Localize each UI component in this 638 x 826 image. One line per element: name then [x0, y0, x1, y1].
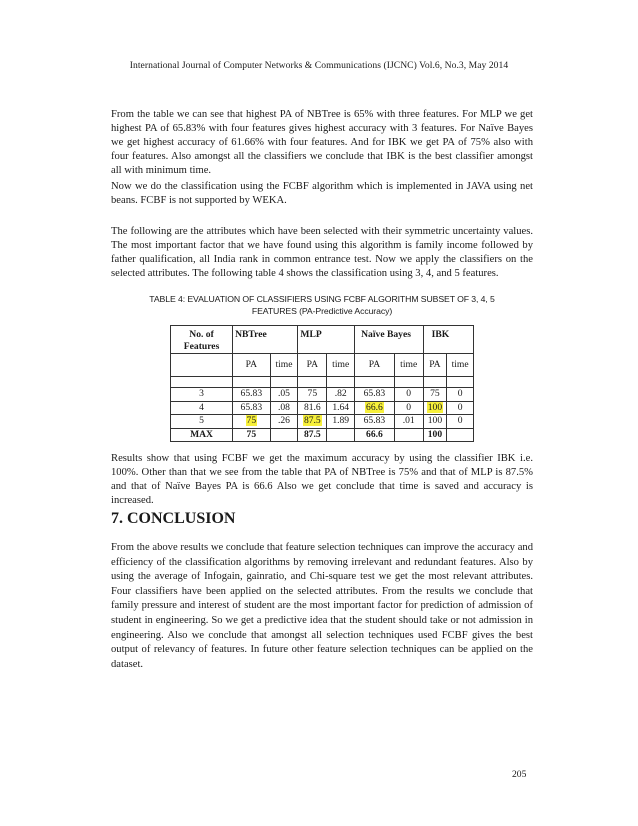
highlighted-value: 100 — [427, 401, 443, 413]
sub-pa: PA — [423, 354, 447, 377]
table-cell: .82 — [327, 388, 355, 402]
table-cell: 0 — [447, 401, 474, 415]
table-row — [171, 401, 474, 415]
table-cell: 65.83 — [355, 415, 395, 429]
table-cell — [423, 401, 447, 415]
table-cell: 0 — [447, 388, 474, 402]
table-cell — [233, 415, 270, 429]
max-label: MAX — [171, 428, 233, 442]
table-cell: .01 — [394, 415, 423, 429]
table-cell — [355, 401, 395, 415]
table-cell: 1.89 — [327, 415, 355, 429]
row-features: 5 — [171, 415, 233, 429]
max-mlp: 87.5 — [298, 428, 327, 442]
paragraph-results: Results show that using FCBF we get the maximum accuracy by using the classifier IBK i.e. 100%. Other than that we see from the table that PA of NBTree is 75% and that of MLP is 87.5% and that of Naïve Bayes PA is 66.6 Also we get conclude that time is saved and accuracy is increased. — [111, 453, 533, 507]
header-ibk: IBK — [423, 326, 473, 354]
highlighted-value: 87.5 — [303, 415, 321, 426]
running-header: International Journal of Computer Networks & Communications (IJCNC) Vol.6, No.3, May 2014 — [129, 60, 509, 71]
table-max-row — [171, 428, 474, 442]
table-cell: 65.83 — [233, 388, 270, 402]
row-features: 4 — [171, 401, 233, 415]
table-caption — [111, 293, 533, 317]
row-features: 3 — [171, 388, 233, 402]
table-cell: 0 — [447, 415, 474, 429]
table-caption-line-2: FEATURES (PA-Predictive Accuracy) — [251, 306, 393, 316]
sub-pa: PA — [355, 354, 395, 377]
sub-time: time — [447, 354, 474, 377]
table-subheader-row — [171, 354, 474, 377]
table-cell: .08 — [270, 401, 298, 415]
highlighted-value: 75 — [246, 415, 257, 426]
table-cell: .26 — [270, 415, 298, 429]
section-heading: 7. CONCLUSION — [111, 510, 236, 527]
sub-pa: PA — [298, 354, 327, 377]
table-row — [171, 415, 474, 429]
max-nbtree: 75 — [233, 428, 270, 442]
table-cell: 81.6 — [298, 401, 327, 415]
header-mlp: MLP — [298, 326, 355, 354]
sub-pa: PA — [233, 354, 270, 377]
table-row — [171, 388, 474, 402]
paragraph-pa-summary: From the table we can see that highest PA of NBTree is 65% with three features. For MLP we get highest PA of 65.83% with four features gives highest accuracy with 3 features. For Naïve Bayes we get highest accuracy of 61.66% with four features. And for IBK we get PA of 75% also with four features. Also amongst all the classifiers we conclude that IBK is the best classifier amongst all with minimum time. — [111, 109, 533, 177]
paragraph-fcbf-intro: Now we do the classification using the FCBF algorithm which is implemented in JAVA using net beans. FCBF is not supported by WEKA. — [111, 181, 533, 207]
sub-time: time — [394, 354, 423, 377]
table-cell: 0 — [394, 401, 423, 415]
max-ibk: 100 — [423, 428, 447, 442]
table-cell: 100 — [423, 415, 447, 429]
header-naive-bayes: Naïve Bayes — [355, 326, 424, 354]
header-no-of-features: No. of Features — [171, 326, 233, 354]
table-caption-line-1: TABLE 4: EVALUATION OF CLASSIFIERS USING FCBF ALGORITHM SUBSET OF 3, 4, 5 — [149, 294, 495, 304]
table-cell: .05 — [270, 388, 298, 402]
max-naive-bayes: 66.6 — [355, 428, 395, 442]
paragraph-attributes: The following are the attributes which have been selected with their symmetric uncertainty values. The most important factor that we have found using this algorithm is family income followed by father qualification, all India rank in common entrance test. Now we apply the classifiers on the selected attributes. The following table 4 shows the classification using 3, 4, and 5 features. — [111, 226, 533, 280]
highlighted-value: 66.6 — [366, 401, 383, 413]
table-cell: 65.83 — [355, 388, 395, 402]
table-cell: 1.64 — [327, 401, 355, 415]
sub-time: time — [327, 354, 355, 377]
sub-time: time — [270, 354, 298, 377]
table-cell — [298, 415, 327, 429]
table-spacer-row — [171, 377, 474, 388]
paragraph-conclusion: From the above results we conclude that feature selection techniques can improve the accuracy and efficiency of the classification algorithms by removing irrelevant and redundant features. Also by using the average of Infogain, gainratio, and Chi-square test we get the most relevant attributes. Four classifiers have been applied on the selected attributes. From the results we conclude that family pressure and interest of student are the most important factor for prediction of admission of student in engineering. So we get a predictive idea that the student should take or not admission in engineering. Also we conclude that amongst all selection techniques used FCBF gives the best output of relevancy of features. In future other feature selection techniques can be applied on the dataset. — [111, 542, 533, 670]
fcbf-classifier-table — [170, 325, 474, 442]
table-header-row — [171, 326, 474, 354]
table-cell: 0 — [394, 388, 423, 402]
table-cell: 75 — [298, 388, 327, 402]
table-cell: 65.83 — [233, 401, 270, 415]
page-number: 205 — [512, 769, 527, 780]
header-nbtree: NBTree — [233, 326, 298, 354]
table-cell: 75 — [423, 388, 447, 402]
